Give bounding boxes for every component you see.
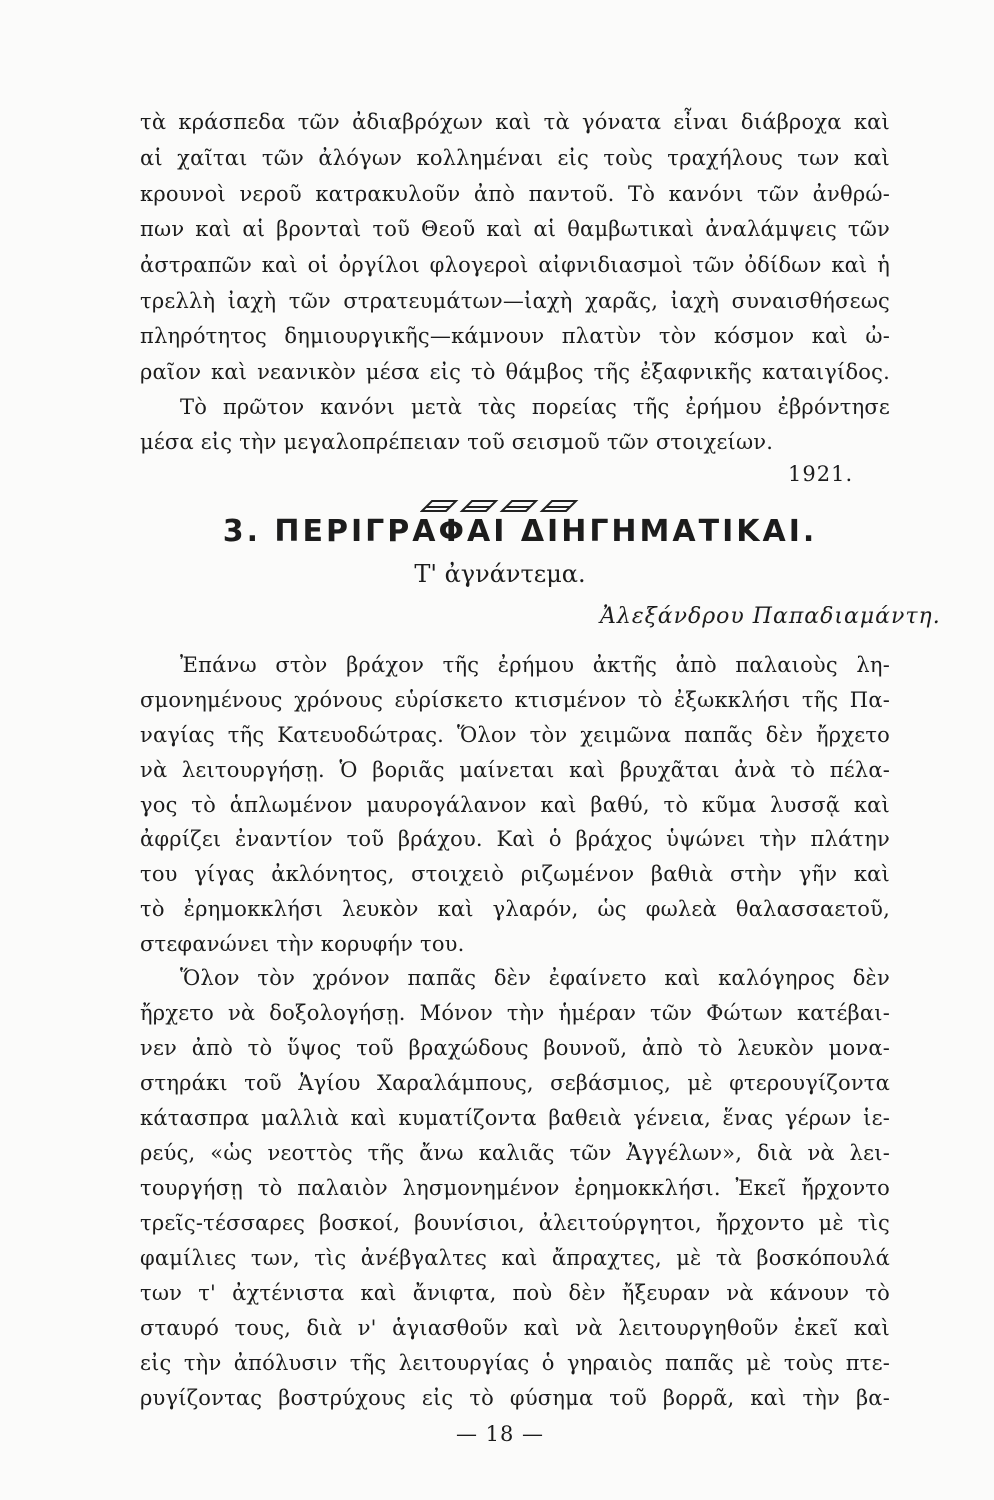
text-line: Ἐπάνω στὸν βράχον τῆς ἐρήμου ἀκτῆς ἀπὸ παλαιοὺς λη- <box>180 653 890 677</box>
text-line: Ὅλον τὸν χρόνον παπᾶς δὲν ἐφαίνετο καὶ καλόγηρος δὲν <box>180 966 890 990</box>
date-signature: 1921. <box>788 462 854 486</box>
text-line: μέσα εἰς τὴν μεγαλοπρέπειαν τοῦ σεισμοῦ τῶν στοιχείων. <box>140 430 774 454</box>
text-line: ναγίας τῆς Κατευοδώτρας. Ὅλον τὸν χειμῶνα παπᾶς δὲν ἤρχετο <box>140 723 890 747</box>
text-line: κάτασπρα μαλλιὰ καὶ κυματίζοντα βαθειὰ γένεια, ἕνας γέρων ἱε- <box>140 1106 890 1130</box>
text-line: ἤρχετο νὰ δοξολογήσῃ. Μόνον τὴν ἡμέραν τῶν Φώτων κατέβαι- <box>140 1001 890 1025</box>
section-heading: 3. ΠΕΡΙΓΡΑΦΑΙ ΔΙΗΓΗΜΑΤΙΚΑΙ. <box>222 514 818 549</box>
text-line: των τ' ἀχτένιστα καὶ ἄνιφτα, ποὺ δὲν ἤξευραν νὰ κάνουν τὸ <box>140 1281 890 1305</box>
text-line: ρυγίζοντας βοστρύχους εἰς τὸ φύσημα τοῦ βορρᾶ, καὶ τὴν βα- <box>140 1386 890 1410</box>
text-line: του γίγας ἀκλόνητος, στοιχειὸ ριζωμένον βαθιὰ στὴν γῆν καὶ <box>140 862 890 886</box>
text-line: νεν ἀπὸ τὸ ὕψος τοῦ βραχώδους βουνοῦ, ἀπὸ τὸ λευκὸν μονα- <box>140 1036 890 1060</box>
text-line: ραῖον καὶ νεανικὸν μέσα εἰς τὸ θάμβος τῆς ἐξαφνικῆς καταιγίδος. <box>140 360 890 384</box>
text-line: γος τὸ ἁπλωμένον μαυρογάλανον καὶ βαθύ, τὸ κῦμα λυσσᾷ καὶ <box>140 793 890 817</box>
page-number: — 18 — <box>455 1422 545 1446</box>
text-line: πων καὶ αἱ βρονταὶ τοῦ Θεοῦ καὶ αἱ θαμβωτικαὶ ἀναλάμψεις τῶν <box>140 217 890 241</box>
text-line: πληρότητος δημιουργικῆς—κάμνουν πλατὺν τὸν κόσμον καὶ ὠ- <box>140 324 890 348</box>
text-line: αἱ χαῖται τῶν ἀλόγων κολλημέναι εἰς τοὺς τραχήλους των καὶ <box>140 146 890 170</box>
text-line: τουργήσῃ τὸ παλαιὸν λησμονημένον ἐρημοκκλήσι. Ἐκεῖ ἤρχοντο <box>140 1176 890 1200</box>
author-name: Ἀλεξάνδρου Παπαδιαμάντη. <box>600 604 941 629</box>
piece-title: Τ' ἀγνάντεμα. <box>414 560 586 588</box>
text-line: κρουνοὶ νεροῦ κατρακυλοῦν ἀπὸ παντοῦ. Τὸ κανόνι τῶν ἀνθρώ- <box>140 182 890 206</box>
text-line: Τὸ πρῶτον κανόνι μετὰ τὰς πορείας τῆς ἐρήμου ἐβρόντησε <box>180 395 890 419</box>
text-line: τρεῖς-τέσσαρες βοσκοί, βουνίσιοι, ἀλειτούργητοι, ἤρχοντο μὲ τὶς <box>140 1211 890 1235</box>
text-line: νὰ λειτουργήσῃ. Ὁ βοριᾶς μαίνεται καὶ βρυχᾶται ἀνὰ τὸ πέλα- <box>140 758 890 782</box>
text-line: σμονημένους χρόνους εὑρίσκετο κτισμένον τὸ ἐξωκκλήσι τῆς Πα- <box>140 688 890 712</box>
text-line: τρελλὴ ἰαχὴ τῶν στρατευμάτων—ἰαχὴ χαρᾶς, ἰαχὴ συναισθήσεως <box>140 289 890 313</box>
text-line: τὸ ἐρημοκκλήσι λευκὸν καὶ γλαρόν, ὡς φωλεὰ θαλασσαετοῦ, <box>140 897 890 921</box>
text-line: φαμίλιες των, τὶς ἀνέβγαλτες καὶ ἄπραχτες, μὲ τὰ βοσκόπουλά <box>140 1246 890 1270</box>
ornament-divider <box>420 497 580 515</box>
text-line: ρεύς, «ὡς νεοττὸς τῆς ἄνω καλιᾶς τῶν Ἀγγέλων», διὰ νὰ λει- <box>140 1141 890 1165</box>
text-line: ἀστραπῶν καὶ οἱ ὀργίλοι φλογεροὶ αἰφνιδιασμοὶ τῶν ὀδίδων καὶ ἡ <box>140 253 890 277</box>
text-line: ἀφρίζει ἐναντίον τοῦ βράχου. Καὶ ὁ βράχος ὑψώνει τὴν πλάτην <box>140 827 890 851</box>
text-line: σταυρό τους, διὰ ν' ἁγιασθοῦν καὶ νὰ λειτουργηθοῦν ἐκεῖ καὶ <box>140 1316 890 1340</box>
text-line: εἰς τὴν ἀπόλυσιν τῆς λειτουργίας ὁ γηραιὸς παπᾶς μὲ τοὺς πτε- <box>140 1351 890 1375</box>
text-line: στεφανώνει τὴν κορυφήν του. <box>140 932 465 956</box>
text-line: τὰ κράσπεδα τῶν ἀδιαβρόχων καὶ τὰ γόνατα εἶναι διάβροχα καὶ <box>140 110 890 134</box>
text-line: στηράκι τοῦ Ἁγίου Χαραλάμπους, σεβάσμιος, μὲ φτερουγίζοντα <box>140 1071 890 1095</box>
